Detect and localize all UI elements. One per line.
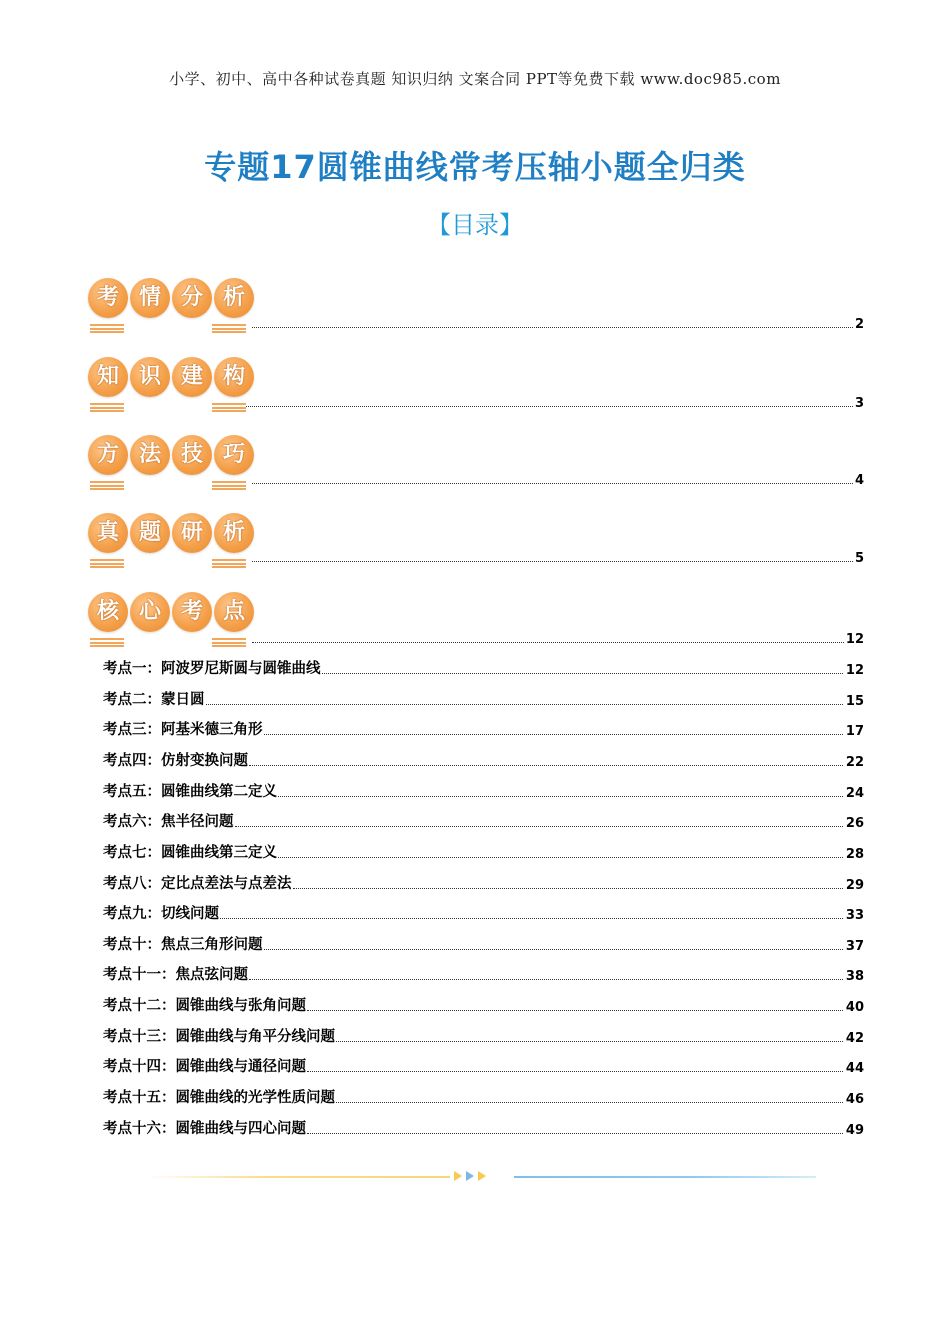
entry-label: 考点三：阿基米德三角形 [103, 722, 263, 738]
badge-char: 分 [172, 278, 212, 318]
page-number: 22 [845, 755, 864, 770]
toc-line-methods[interactable] [252, 472, 864, 488]
dot-leader [322, 673, 843, 674]
toc-entry[interactable] [103, 691, 864, 709]
toc-entry[interactable] [103, 721, 864, 739]
page-number: 37 [845, 939, 864, 954]
dot-leader [264, 949, 843, 950]
dot-leader [278, 796, 843, 797]
page-number: 42 [845, 1031, 864, 1046]
dot-leader [293, 888, 843, 889]
badge-char: 考 [88, 278, 128, 318]
toc-entry[interactable] [103, 844, 864, 862]
entry-label: 考点七：圆锥曲线第三定义 [103, 845, 277, 861]
dot-leader [246, 406, 853, 407]
page-number: 44 [845, 1061, 864, 1076]
badge-stripe [90, 481, 124, 490]
page-number: 12 [845, 632, 864, 647]
page-number: 26 [845, 816, 864, 831]
badge-char: 析 [214, 278, 254, 318]
badge-stripe [212, 481, 246, 490]
toc-line-exam-analysis[interactable] [252, 550, 864, 566]
page-number: 38 [845, 969, 864, 984]
entry-label: 考点十二：圆锥曲线与张角问题 [103, 998, 306, 1014]
badge-stripe [90, 403, 124, 412]
toc-heading: 【目录】 [427, 211, 523, 239]
section-badge-core-points [88, 592, 254, 652]
toc-entry[interactable] [103, 1058, 864, 1076]
badge-char: 题 [130, 513, 170, 553]
page-number: 24 [845, 786, 864, 801]
entry-label: 考点一：阿波罗尼斯圆与圆锥曲线 [103, 661, 321, 677]
page-number: 17 [845, 724, 864, 739]
toc-entry[interactable] [103, 997, 864, 1015]
page-number: 2 [854, 317, 864, 332]
badge-stripe [90, 559, 124, 568]
toc-entry[interactable] [103, 752, 864, 770]
page-number: 40 [845, 1000, 864, 1015]
dot-leader [252, 561, 853, 562]
page-number: 15 [845, 694, 864, 709]
toc-entry[interactable] [103, 875, 864, 893]
toc-line-analysis[interactable] [252, 316, 864, 332]
badge-char: 方 [88, 435, 128, 475]
entry-label: 考点六：焦半径问题 [103, 814, 234, 830]
page-number: 46 [845, 1092, 864, 1107]
toc-entry[interactable] [103, 966, 864, 984]
badge-stripe [212, 324, 246, 333]
entry-label: 考点八：定比点差法与点差法 [103, 876, 292, 892]
dot-leader [336, 1102, 843, 1103]
page-header: 小学、初中、高中各种试卷真题 知识归纳 文案合同 PPT等免费下载 www.doc985.com [169, 70, 781, 88]
badge-char: 心 [130, 592, 170, 632]
dot-leader [249, 765, 843, 766]
toc-entry[interactable] [103, 905, 864, 923]
entry-label: 考点十五：圆锥曲线的光学性质问题 [103, 1090, 335, 1106]
document-title: 专题17圆锥曲线常考压轴小题全归类 [204, 148, 746, 186]
dot-leader [249, 979, 843, 980]
dot-leader [252, 327, 853, 328]
dot-leader [252, 483, 853, 484]
section-badge-analysis [88, 278, 254, 338]
page-number: 49 [845, 1123, 864, 1138]
footer-divider-right [514, 1176, 816, 1178]
entry-label: 考点十一：焦点弦问题 [103, 967, 248, 983]
badge-char: 考 [172, 592, 212, 632]
dot-leader [336, 1041, 843, 1042]
dot-leader [235, 826, 843, 827]
entry-label: 考点五：圆锥曲线第二定义 [103, 784, 277, 800]
badge-char: 构 [214, 357, 254, 397]
badge-char: 建 [172, 357, 212, 397]
entry-label: 考点九：切线问题 [103, 906, 219, 922]
dot-leader [252, 642, 844, 643]
toc-entry[interactable] [103, 813, 864, 831]
toc-entry[interactable] [103, 783, 864, 801]
dot-leader [307, 1010, 843, 1011]
badge-stripe [90, 324, 124, 333]
section-badge-knowledge [88, 357, 254, 417]
entry-label: 考点十三：圆锥曲线与角平分线问题 [103, 1029, 335, 1045]
badge-stripe [212, 403, 246, 412]
badge-char: 情 [130, 278, 170, 318]
badge-char: 点 [214, 592, 254, 632]
entry-label: 考点十：焦点三角形问题 [103, 937, 263, 953]
section-badge-exam-analysis [88, 513, 254, 573]
badge-stripe [212, 559, 246, 568]
entry-label: 考点四：仿射变换问题 [103, 753, 248, 769]
page-number: 33 [845, 908, 864, 923]
entry-label: 考点十四：圆锥曲线与通径问题 [103, 1059, 306, 1075]
badge-char: 法 [130, 435, 170, 475]
toc-line-core-points[interactable] [252, 631, 864, 647]
badge-char: 巧 [214, 435, 254, 475]
badge-char: 知 [88, 357, 128, 397]
toc-entry[interactable] [103, 660, 864, 678]
dot-leader [278, 857, 843, 858]
toc-line-knowledge[interactable] [246, 395, 864, 411]
dot-leader [220, 918, 843, 919]
badge-stripe [212, 638, 246, 647]
page-number: 3 [854, 396, 864, 411]
triple-arrow-icon [452, 1169, 492, 1183]
badge-char: 技 [172, 435, 212, 475]
page-number: 12 [845, 663, 864, 678]
badge-char: 析 [214, 513, 254, 553]
toc-entry[interactable] [103, 1089, 864, 1107]
badge-char: 研 [172, 513, 212, 553]
badge-char: 核 [88, 592, 128, 632]
dot-leader [206, 704, 843, 705]
dot-leader [264, 734, 843, 735]
page-number: 29 [845, 878, 864, 893]
badge-char: 真 [88, 513, 128, 553]
entry-label: 考点二：蒙日圆 [103, 692, 205, 708]
toc-entry[interactable] [103, 1120, 864, 1138]
footer-divider-left [145, 1176, 450, 1178]
badge-char: 识 [130, 357, 170, 397]
page-number: 28 [845, 847, 864, 862]
section-badge-methods [88, 435, 254, 495]
dot-leader [307, 1133, 843, 1134]
page-number: 4 [854, 473, 864, 488]
badge-stripe [90, 638, 124, 647]
page-number: 5 [854, 551, 864, 566]
entry-label: 考点十六：圆锥曲线与四心问题 [103, 1121, 306, 1137]
dot-leader [307, 1071, 843, 1072]
toc-entry[interactable] [103, 1028, 864, 1046]
toc-entry[interactable] [103, 936, 864, 954]
